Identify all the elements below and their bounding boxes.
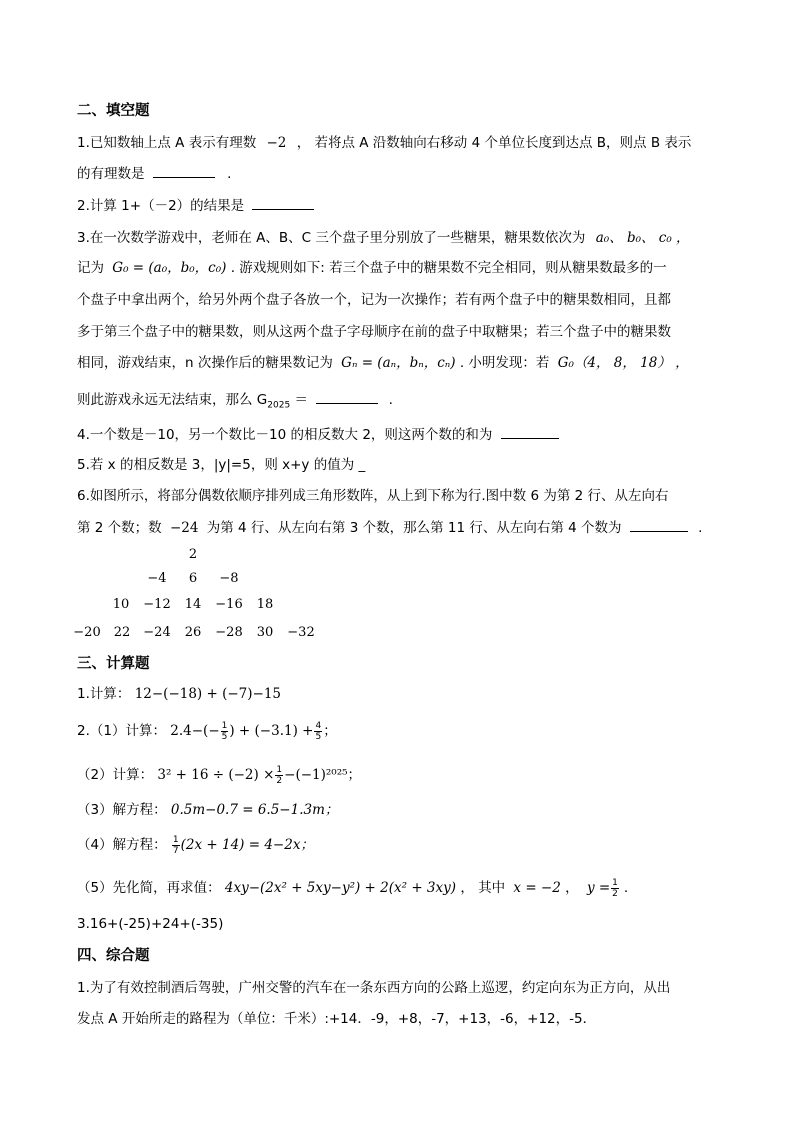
q3-l5a: 相同，游戏结束，n 次操作后的糖果数记为: [77, 355, 333, 371]
section-heading-fill-in: 二、填空题: [77, 103, 150, 119]
question-2: [77, 195, 314, 216]
triangle-cell: −28: [215, 625, 243, 640]
calc-2-5-label: （5）先化简，再求值：: [77, 880, 221, 896]
calc-2-3-label: （3）解方程：: [77, 802, 167, 818]
question-3-line-5: [77, 353, 689, 373]
q4-text: 4.一个数是－10，另一个数比－10 的相反数大 2，则这两个数的和为: [77, 427, 493, 443]
calc-2-part-4: （4）解方程： $\frac{1}{7}$ (2x + 14) = 4−2x；: [77, 834, 314, 856]
question-5: 5.若 x 的相反数是 3，|y|=5，则 x+y 的值为 _: [77, 457, 366, 473]
calc-1-label: 1.计算：: [77, 686, 131, 702]
fraction: $\frac{1}{2}$: [612, 877, 618, 899]
q3-l2c: . 游戏规则如下: 若三个盘子中的糖果数不完全相同，则从糖果数最多的一: [230, 260, 667, 276]
question-4: [77, 424, 559, 445]
q1-number: −2: [266, 135, 287, 151]
triangle-cell: 14: [184, 597, 202, 612]
question-6-line-1: 6.如图所示，将部分偶数依顺序排列成三角形数阵，从上到下称为行.图中数 6 为第 2 行、从左向右: [77, 488, 669, 504]
q3-l5b: Gₙ = (aₙ，bₙ，cₙ): [341, 355, 456, 371]
question-3-line-3: 个盘子中拿出两个，给另外两个盘子各放一个，记为一次操作；若有两个盘子中的糖果数相同，且都: [77, 292, 671, 308]
q2-answer-blank[interactable]: [252, 195, 314, 210]
comprehensive-1-line-1: 1.为了有效控制酒后驾驶，广州交警的汽车在一条东西方向的公路上巡逻，约定向东为正方向，从出: [77, 980, 671, 996]
triangle-cell: 2: [188, 547, 198, 562]
fraction: $\frac{1}{5}$: [221, 720, 228, 742]
question-3-line-6: [77, 389, 393, 416]
q3-l6a: 则此游戏永远无法结束，那么 G: [77, 392, 268, 408]
triangle-cell: 18: [256, 597, 274, 612]
triangle-cell: 10: [112, 597, 130, 612]
calc-2-1-label: 2.（1）计算：: [77, 723, 166, 739]
q3-l6-subscript: 2025: [267, 400, 291, 411]
calc-3: 3.16+(-25)+24+(-35): [77, 916, 224, 932]
q3-l5d: G₀（4， 8， 18） ，: [557, 355, 689, 371]
q1-end: .: [227, 166, 232, 182]
triangle-cell: −20: [73, 625, 101, 640]
q3-answer-blank[interactable]: [316, 389, 378, 404]
calc-2-1-expr-b: ) + (−3.1) +: [229, 723, 314, 739]
q3-end: .: [388, 392, 393, 408]
calc-2-part-1: 2.（1）计算： 2.4−(− $\frac{1}{5}$ ) + (−3.1) + $\frac{4}{5}$ ；: [77, 720, 337, 742]
section-heading-comprehensive: 四、综合题: [77, 948, 150, 964]
q2-text: 2.计算 1+（－2）的结果是: [77, 198, 245, 214]
triangle-cell: 6: [188, 571, 198, 586]
q4-answer-blank[interactable]: [501, 424, 559, 439]
calc-2-part-2: （2）计算： 3² + 16 ÷ (−2) × $\frac{1}{2}$ −(−1)²⁰²⁵；: [77, 764, 362, 786]
triangle-cell: 22: [113, 625, 131, 640]
triangle-cell: −4: [147, 571, 167, 586]
q6-l2b: 为第 4 行、从左向右第 3 个数，那么第 11 行、从左向右第 4 个数为: [206, 520, 622, 536]
triangle-cell: 26: [184, 625, 202, 640]
calc-1: [77, 684, 281, 704]
triangle-cell: −16: [215, 597, 243, 612]
fraction: $\frac{4}{5}$: [315, 720, 322, 742]
fraction: $\frac{1}{7}$: [172, 834, 179, 856]
question-6-line-2: [77, 517, 702, 538]
q3-l6b: ＝: [294, 392, 308, 408]
triangle-cell: −12: [143, 597, 171, 612]
q6-number: −24: [169, 520, 199, 536]
section-heading-calculation: 三、计算题: [77, 656, 150, 672]
comprehensive-1-line-2: 发点 A 开始所走的路程为（单位：千米）:+14．-9，+8，-7，+13，-6，+12，-5．: [77, 1011, 597, 1027]
q1-text-c: 的有理数是: [77, 166, 145, 182]
calc-1-expression: 12−(−18) + (−7)−15: [134, 686, 282, 702]
q3-l1b: a₀、 b₀、 c₀ ，: [595, 230, 690, 246]
triangle-cell: −24: [143, 625, 171, 640]
triangle-cell: 30: [256, 625, 274, 640]
q1-text-a: 1.已知数轴上点 A 表示有理数: [77, 135, 257, 151]
calc-2-part-5: （5）先化简，再求值： 4xy−(2x² + 5xy−y²) + 2(x² + 3xy) ， 其中 x = −2 ， y = $\frac{1}{2}$ .: [77, 877, 629, 899]
triangle-cell: −8: [219, 571, 239, 586]
q1-text-b: ， 若将点 A 沿数轴向右移动 4 个单位长度到达点 B，则点 B 表示: [296, 135, 692, 151]
question-3-line-4: 多于第三个盘子中的糖果数，则从这两个盘子字母顺序在前的盘子中取糖果；若三个盘子中的糖果数: [77, 324, 671, 340]
q6-l2a: 第 2 个数；数: [77, 520, 162, 536]
calc-2-2-label: （2）计算：: [77, 767, 154, 783]
question-3-line-2: [77, 258, 667, 278]
question-1-line-1: [77, 133, 691, 153]
q6-answer-blank[interactable]: [630, 517, 688, 532]
q6-end: .: [698, 520, 703, 536]
fraction: $\frac{1}{2}$: [276, 764, 283, 786]
question-3-line-1: [77, 228, 690, 248]
question-1-line-2: [77, 163, 231, 184]
calc-2-part-3: （3）解方程： 0.5m−0.7 = 6.5−1.3m；: [77, 802, 339, 818]
q3-l2b: G₀ = (a₀，b₀，c₀): [112, 260, 227, 276]
q3-l1a: 3.在一次数学游戏中，老师在 A、B、C 三个盘子里分别放了一些糖果，糖果数依次为: [77, 230, 586, 246]
q3-l2a: 记为: [77, 260, 104, 276]
q3-l5c: . 小明发现：若: [459, 355, 550, 371]
triangle-cell: −32: [287, 625, 315, 640]
q1-answer-blank[interactable]: [153, 163, 215, 178]
calc-2-4-label: （4）解方程：: [77, 837, 167, 853]
calc-2-1-expr-a: 2.4−(−: [170, 723, 220, 739]
